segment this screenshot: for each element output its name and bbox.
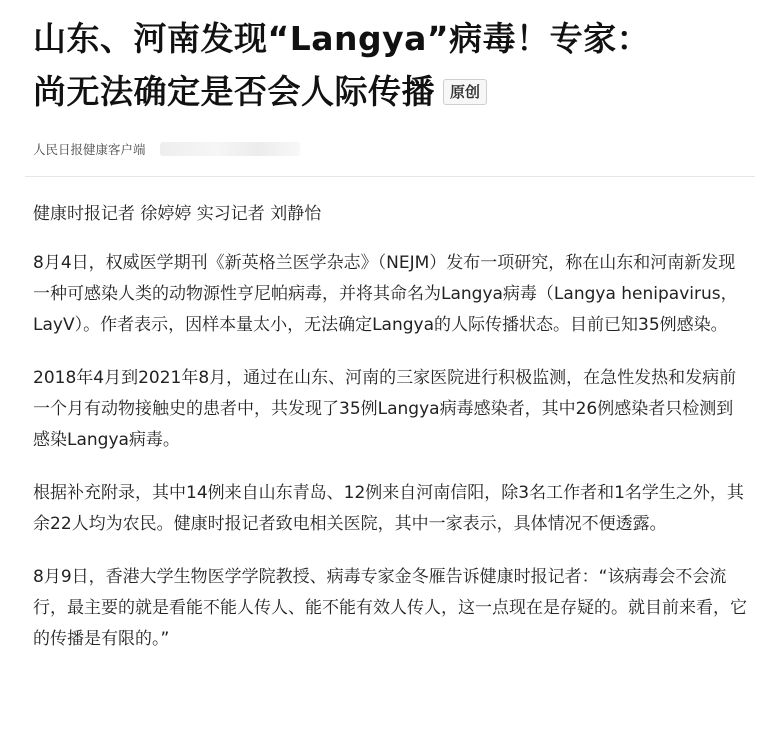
paragraph-4: 8月9日，香港大学生物医学学院教授、病毒专家金冬雁告诉健康时报记者：“该病毒会不会流行，最主要的就是看能不能人传人、能不能有效人传人，这一点现在是存疑的。就目前来看，它的传播是有限的。”: [33, 567, 747, 649]
paragraph-3: 根据补充附录，其中14例来自山东青岛、12例来自河南信阳，除3名工作者和1名学生之外，其余22人均为农民。健康时报记者致电相关医院，其中一家表示，具体情况不便透露。: [33, 483, 744, 534]
paragraph-2: 2018年4月到2021年8月，通过在山东、河南的三家医院进行积极监测，在急性发热和发病前一个月有动物接触史的患者中，共发现了35例Langya病毒感染者，其中26例感染者只检测到感染Langya病毒。: [33, 368, 737, 450]
original-badge: 原创: [443, 79, 487, 105]
article-title-line-2: 尚无法确定是否会人际传播: [33, 72, 435, 111]
blurred-timestamp: [160, 142, 300, 156]
divider: [25, 176, 755, 177]
article-body: [33, 199, 747, 655]
paragraph-1: 8月4日，权威医学期刊《新英格兰医学杂志》（NEJM）发布一项研究，称在山东和河南新发现一种可感染人类的动物源性亨尼帕病毒，并将其命名为Langya病毒（Langya henipavirus，LayV）。作者表示，因样本量太小，无法确定Langya的人际传播状态。目前已知35例感染。: [33, 253, 738, 335]
byline: 健康时报记者 徐婷婷 实习记者 刘静怡: [33, 204, 322, 224]
article-title-line-1: 山东、河南发现“Langya”病毒！专家：: [33, 19, 651, 58]
article-title: [33, 12, 747, 118]
source-name[interactable]: 人民日报健康客户端: [33, 142, 146, 157]
article-meta: [33, 140, 747, 158]
